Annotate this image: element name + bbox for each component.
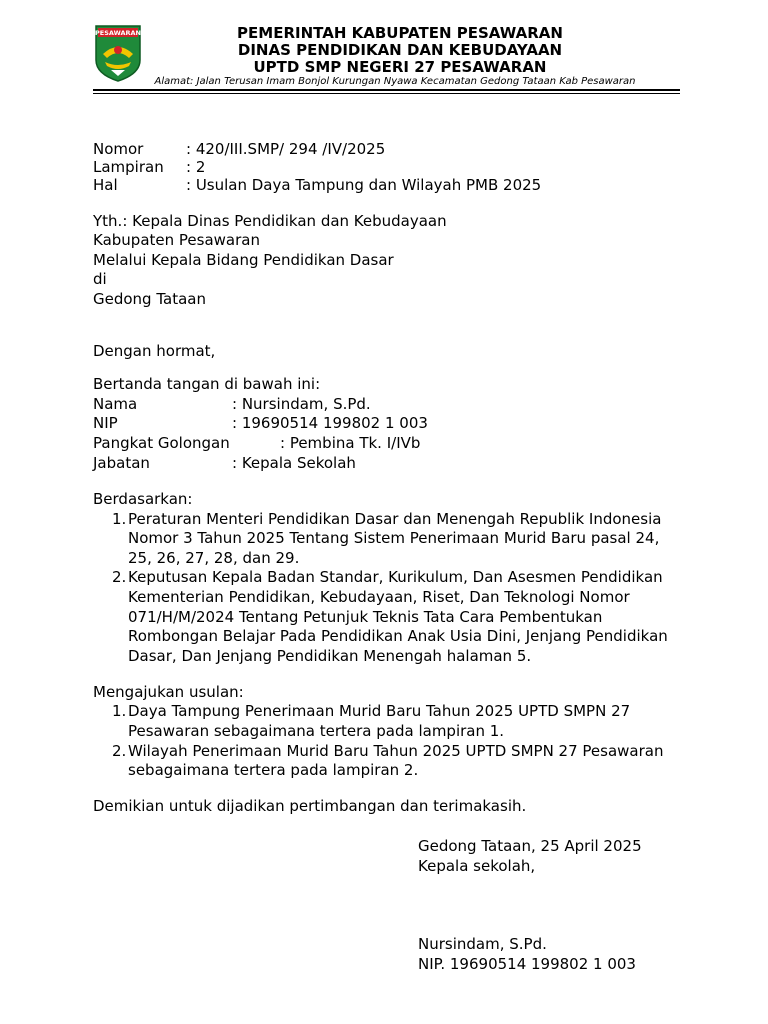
proposal-item-line: Wilayah Penerimaan Murid Baru Tahun 2025 UPTD SMPN 27 Pesawaran <box>128 742 664 760</box>
closing-statement: Demikian untuk dijadikan pertimbangan dan terimakasih. <box>93 797 527 815</box>
proposal-item-line: Pesawaran sebagaimana tertera pada lampiran 1. <box>128 722 505 740</box>
signature-nip: NIP. 19690514 199802 1 003 <box>418 955 636 973</box>
recipient-line: Yth.: Kepala Dinas Pendidikan dan Kebudayaan <box>93 212 447 230</box>
header-department-line: DINAS PENDIDIKAN DAN KEBUDAYAAN <box>237 41 563 59</box>
recipient-line: di <box>93 270 107 288</box>
svg-text:PESAWARAN: PESAWARAN <box>94 29 142 37</box>
basis-item-line: Dasar, Dan Jenjang Pendidikan Menengah halaman 5. <box>128 647 532 665</box>
hal-value: : Usulan Daya Tampung dan Wilayah PMB 2025 <box>186 176 542 194</box>
header-government-line: PEMERINTAH KABUPATEN PESAWARAN <box>237 24 563 42</box>
lampiran-value: : 2 <box>186 158 206 176</box>
nomor-label: Nomor <box>93 140 144 158</box>
proposal-item-line: sebagaimana tertera pada lampiran 2. <box>128 761 419 779</box>
lampiran-label: Lampiran <box>93 158 164 176</box>
nama-label: Nama <box>93 395 138 413</box>
basis-item-line: 25, 26, 27, 28, dan 29. <box>128 549 300 567</box>
letterhead-divider-thick <box>93 89 680 91</box>
letterhead-divider-thin <box>93 93 680 94</box>
hal-label: Hal <box>93 176 118 194</box>
recipient-line: Melalui Kepala Bidang Pendidikan Dasar <box>93 251 394 269</box>
recipient-line: Gedong Tataan <box>93 290 206 308</box>
proposal-item-number: 1. <box>112 702 127 720</box>
jabatan-label: Jabatan <box>93 454 150 472</box>
basis-item-line: Peraturan Menteri Pendidikan Dasar dan Menengah Republik Indonesia <box>128 510 662 528</box>
basis-item-line: Kementerian Pendidikan, Kebudayaan, Riset, Dan Teknologi Nomor <box>128 588 630 606</box>
nama-value: : Nursindam, S.Pd. <box>232 395 371 413</box>
basis-heading: Berdasarkan: <box>93 490 193 508</box>
nomor-value: : 420/III.SMP/ 294 /IV/2025 <box>186 140 386 158</box>
basis-item-number: 2. <box>112 568 127 586</box>
basis-item-line: Nomor 3 Tahun 2025 Tentang Sistem Penerimaan Murid Baru pasal 24, <box>128 529 660 547</box>
jabatan-value: : Kepala Sekolah <box>232 454 356 472</box>
nip-label: NIP <box>93 414 118 432</box>
proposal-item-number: 2. <box>112 742 127 760</box>
basis-item-line: 071/H/M/2024 Tentang Petunjuk Teknis Tata Cara Pembentukan <box>128 608 603 626</box>
recipient-line: Kabupaten Pesawaran <box>93 231 260 249</box>
basis-item-line: Rombongan Belajar Pada Pendidikan Anak Usia Dini, Jenjang Pendidikan <box>128 627 668 645</box>
basis-item-number: 1. <box>112 510 127 528</box>
nip-value: : 19690514 199802 1 003 <box>232 414 428 432</box>
signature-title: Kepala sekolah, <box>418 857 536 875</box>
basis-item-line: Keputusan Kepala Badan Standar, Kurikulum, Dan Asesmen Pendidikan <box>128 568 663 586</box>
pangkat-label: Pangkat Golongan <box>93 434 230 452</box>
pangkat-value: : Pembina Tk. I/IVb <box>280 434 421 452</box>
greeting: Dengan hormat, <box>93 342 216 360</box>
signature-name: Nursindam, S.Pd. <box>418 935 547 953</box>
proposal-heading: Mengajukan usulan: <box>93 683 244 701</box>
header-school-line: UPTD SMP NEGERI 27 PESAWARAN <box>253 58 547 76</box>
regency-emblem-logo <box>93 24 143 82</box>
proposal-item-line: Daya Tampung Penerimaan Murid Baru Tahun 2025 UPTD SMPN 27 <box>128 702 631 720</box>
signature-place-date: Gedong Tataan, 25 April 2025 <box>418 837 642 855</box>
header-address: Alamat: Jalan Terusan Imam Bonjol Kurungan Nyawa Kecamatan Gedong Tataan Kab Pesawaran <box>154 76 636 87</box>
signatory-intro: Bertanda tangan di bawah ini: <box>93 375 321 393</box>
